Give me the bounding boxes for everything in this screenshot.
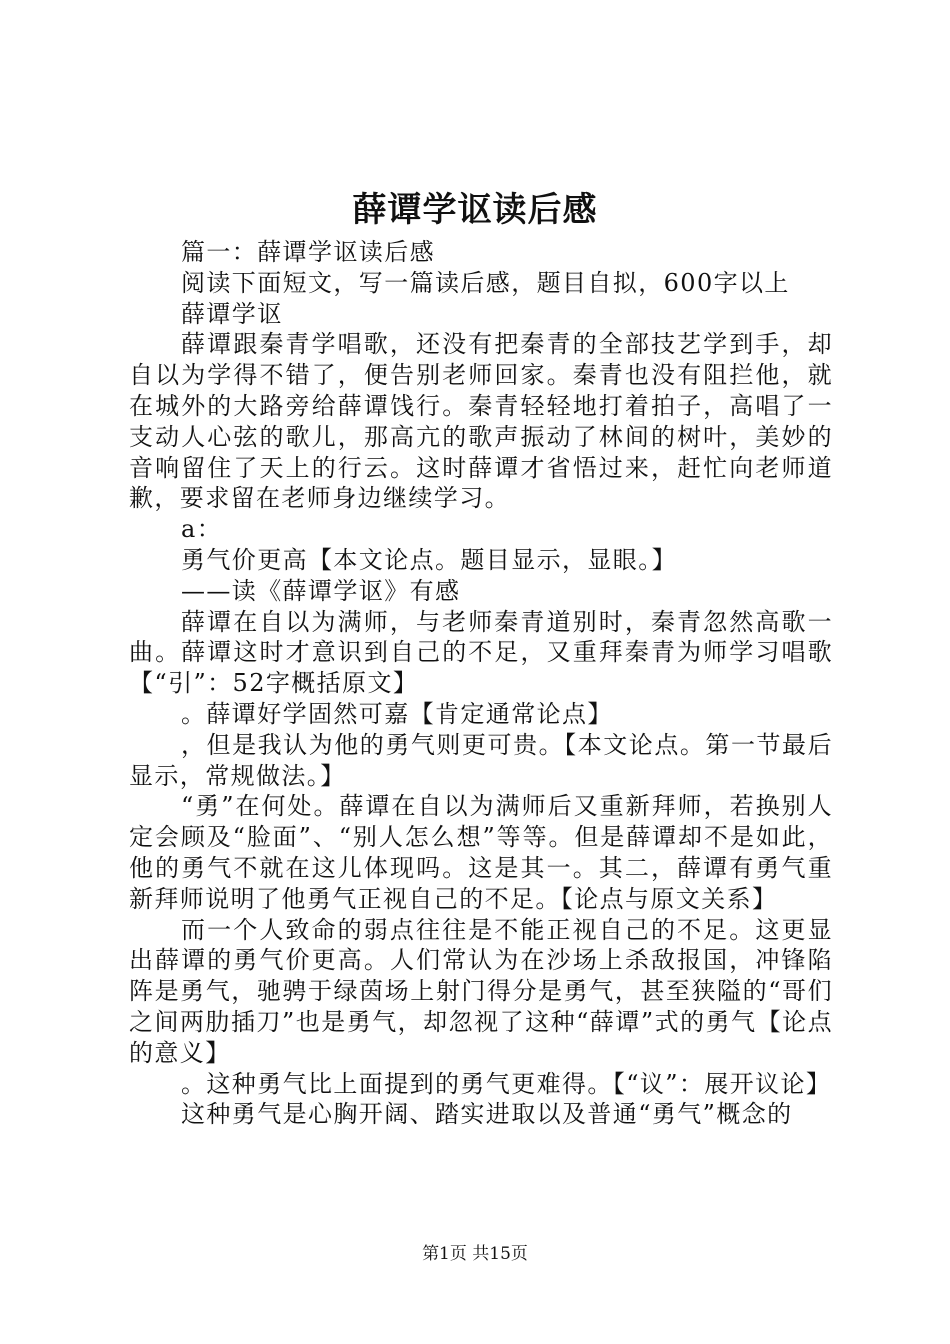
paragraph-section-heading: 篇一：薛谭学讴读后感 <box>181 238 435 266</box>
paragraph-label-a: a： <box>181 515 223 544</box>
paragraph-essay-1: 薛谭在自以为满师，与老师秦青道别时，秦青忽然高歌一曲。薛谭这时才意识到自己的不足，又重拜秦青为师学习唱歌【“引”：52字概括原文】 <box>129 607 833 698</box>
document-title: 薛谭学讴读后感 <box>352 190 598 230</box>
paragraph-instructions: 阅读下面短文，写一篇读后感，题目自拟，600字以上 <box>181 268 790 297</box>
page-number-footer: 第1页 共15页 <box>422 1244 528 1264</box>
paragraph-essay-7: 这种勇气是心胸开阔、踏实进取以及普通“勇气”概念的 <box>181 1100 793 1129</box>
paragraph-essay-6: 。这种勇气比上面提到的勇气更难得。【“议”：展开议论】 <box>181 1069 832 1098</box>
paragraph-story-title: 薛谭学讴 <box>181 299 283 328</box>
paragraph-essay-4: “勇”在何处。薛谭在自以为满师后又重新拜师，若换别人定会顾及“脸面”、“别人怎么想”等等。但是薛谭却不是如此，他的勇气不就在这儿体现吗。这是其一。其二，薛谭有勇气重新拜师说明了他勇气正视自己的不足。【论点与原文关系】 <box>129 792 833 913</box>
paragraph-story: 薛谭跟秦青学唱歌，还没有把秦青的全部技艺学到手，却自以为学得不错了，便告别老师回家。秦青也没有阻拦他，就在城外的大路旁给薛谭饯行。秦青轻轻地打着拍子，高唱了一支动人心弦的歌儿，那高亢的歌声振动了林间的树叶，美妙的音响留住了天上的行云。这时薛谭才省悟过来，赶忙向老师道歉，要求留在老师身边继续学习。 <box>129 330 833 513</box>
paragraph-essay-3: ，但是我认为他的勇气则更可贵。【本文论点。第一节最后显示，常规做法。】 <box>129 730 833 790</box>
paragraph-essay-title: 勇气价更高【本文论点。题目显示，显眼。】 <box>181 545 677 574</box>
paragraph-essay-5: 而一个人致命的弱点往往是不能正视自己的不足。这更显出薛谭的勇气价更高。人们常认为在沙场上杀敌报国，冲锋陷阵是勇气，驰骋于绿茵场上射门得分是勇气，甚至狭隘的“哥们之间两肋插刀”也是勇气，却忽视了这种“薛谭”式的勇气【论点的意义】 <box>129 915 833 1067</box>
document-body <box>129 237 833 1130</box>
paragraph-essay-subtitle: ——读《薛谭学讴》有感 <box>181 576 461 605</box>
paragraph-essay-2: 。薛谭好学固然可嘉【肯定通常论点】 <box>181 699 613 728</box>
